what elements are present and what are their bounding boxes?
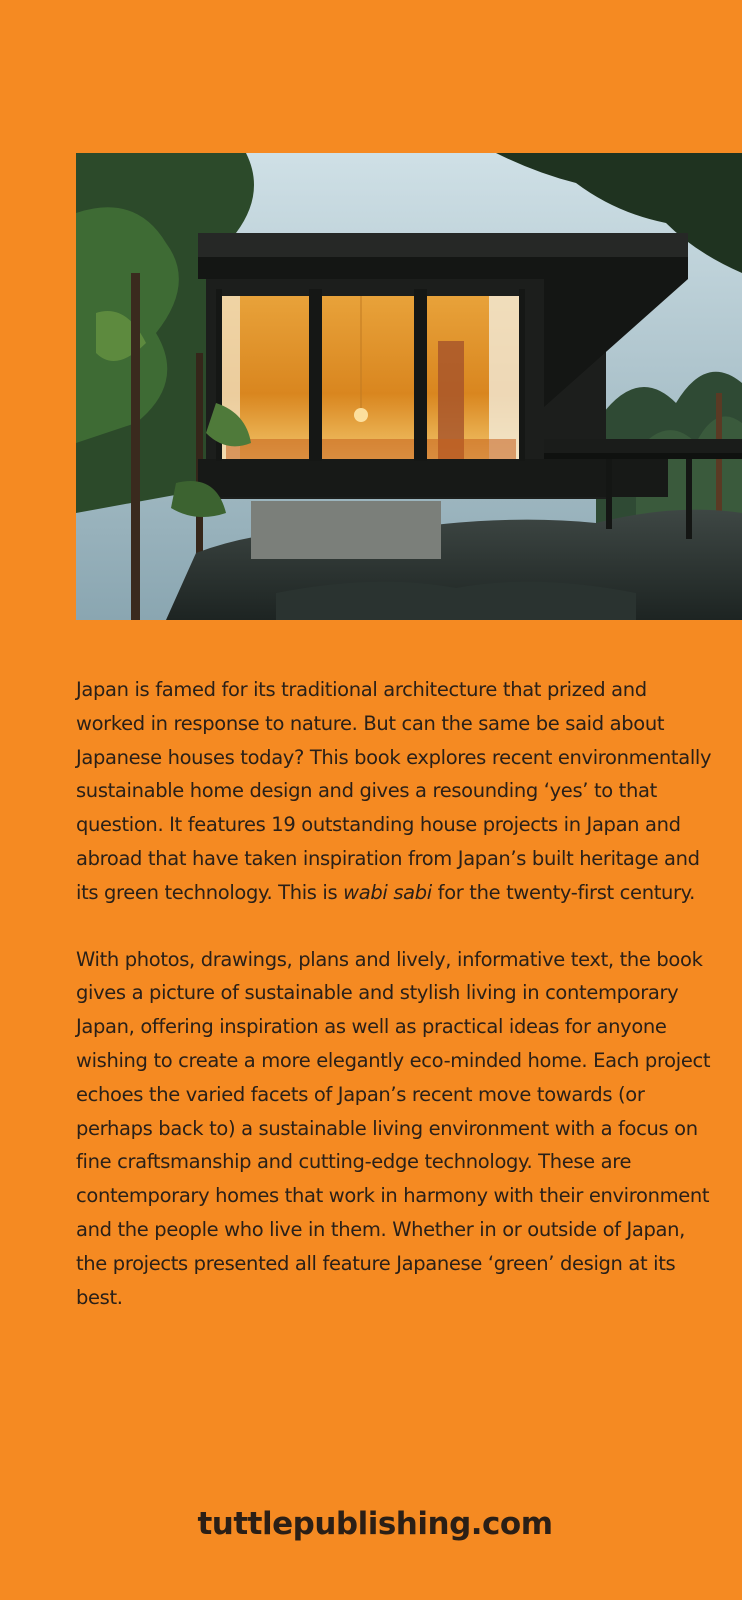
house-photo-illustration [76,153,742,620]
blurb-text [76,673,716,1314]
blurb-paragraph-1-end: for the twenty-first century. [431,880,695,904]
blurb-italic-term: wabi sabi [343,880,432,904]
house-photo [76,153,742,620]
publisher-website: tuttlepublishing.com [197,1506,553,1542]
blurb-paragraph-1-text: Japan is famed for its traditional architecture that prized and worked in response to nature. But can the same be said about Japanese houses today? This book explores recent environmentally sustainable home design and gives a resounding ‘yes’ to that question. It features 19 outstanding house projects in Japan and abroad that have taken inspiration from Japan’s built heritage and its green technology. This is [76,678,712,904]
blurb-paragraph-1 [76,673,716,910]
blurb-paragraph-2: With photos, drawings, plans and lively, informative text, the book gives a picture of sustainable and stylish living in contemporary Japan, offering inspiration as well as practical ideas for anyone wishing to create a more elegantly eco-minded home. Each project echoes the varied facets of Japan’s recent move towards (or perhaps back to) a sustainable living environment with a focus on fine craftsmanship and cutting-edge technology. These are contemporary homes that work in harmony with their environment and the people who live in them. Whether in or outside of Japan, the projects presented all feature Japanese ‘green’ design at its best. [76,947,711,1309]
